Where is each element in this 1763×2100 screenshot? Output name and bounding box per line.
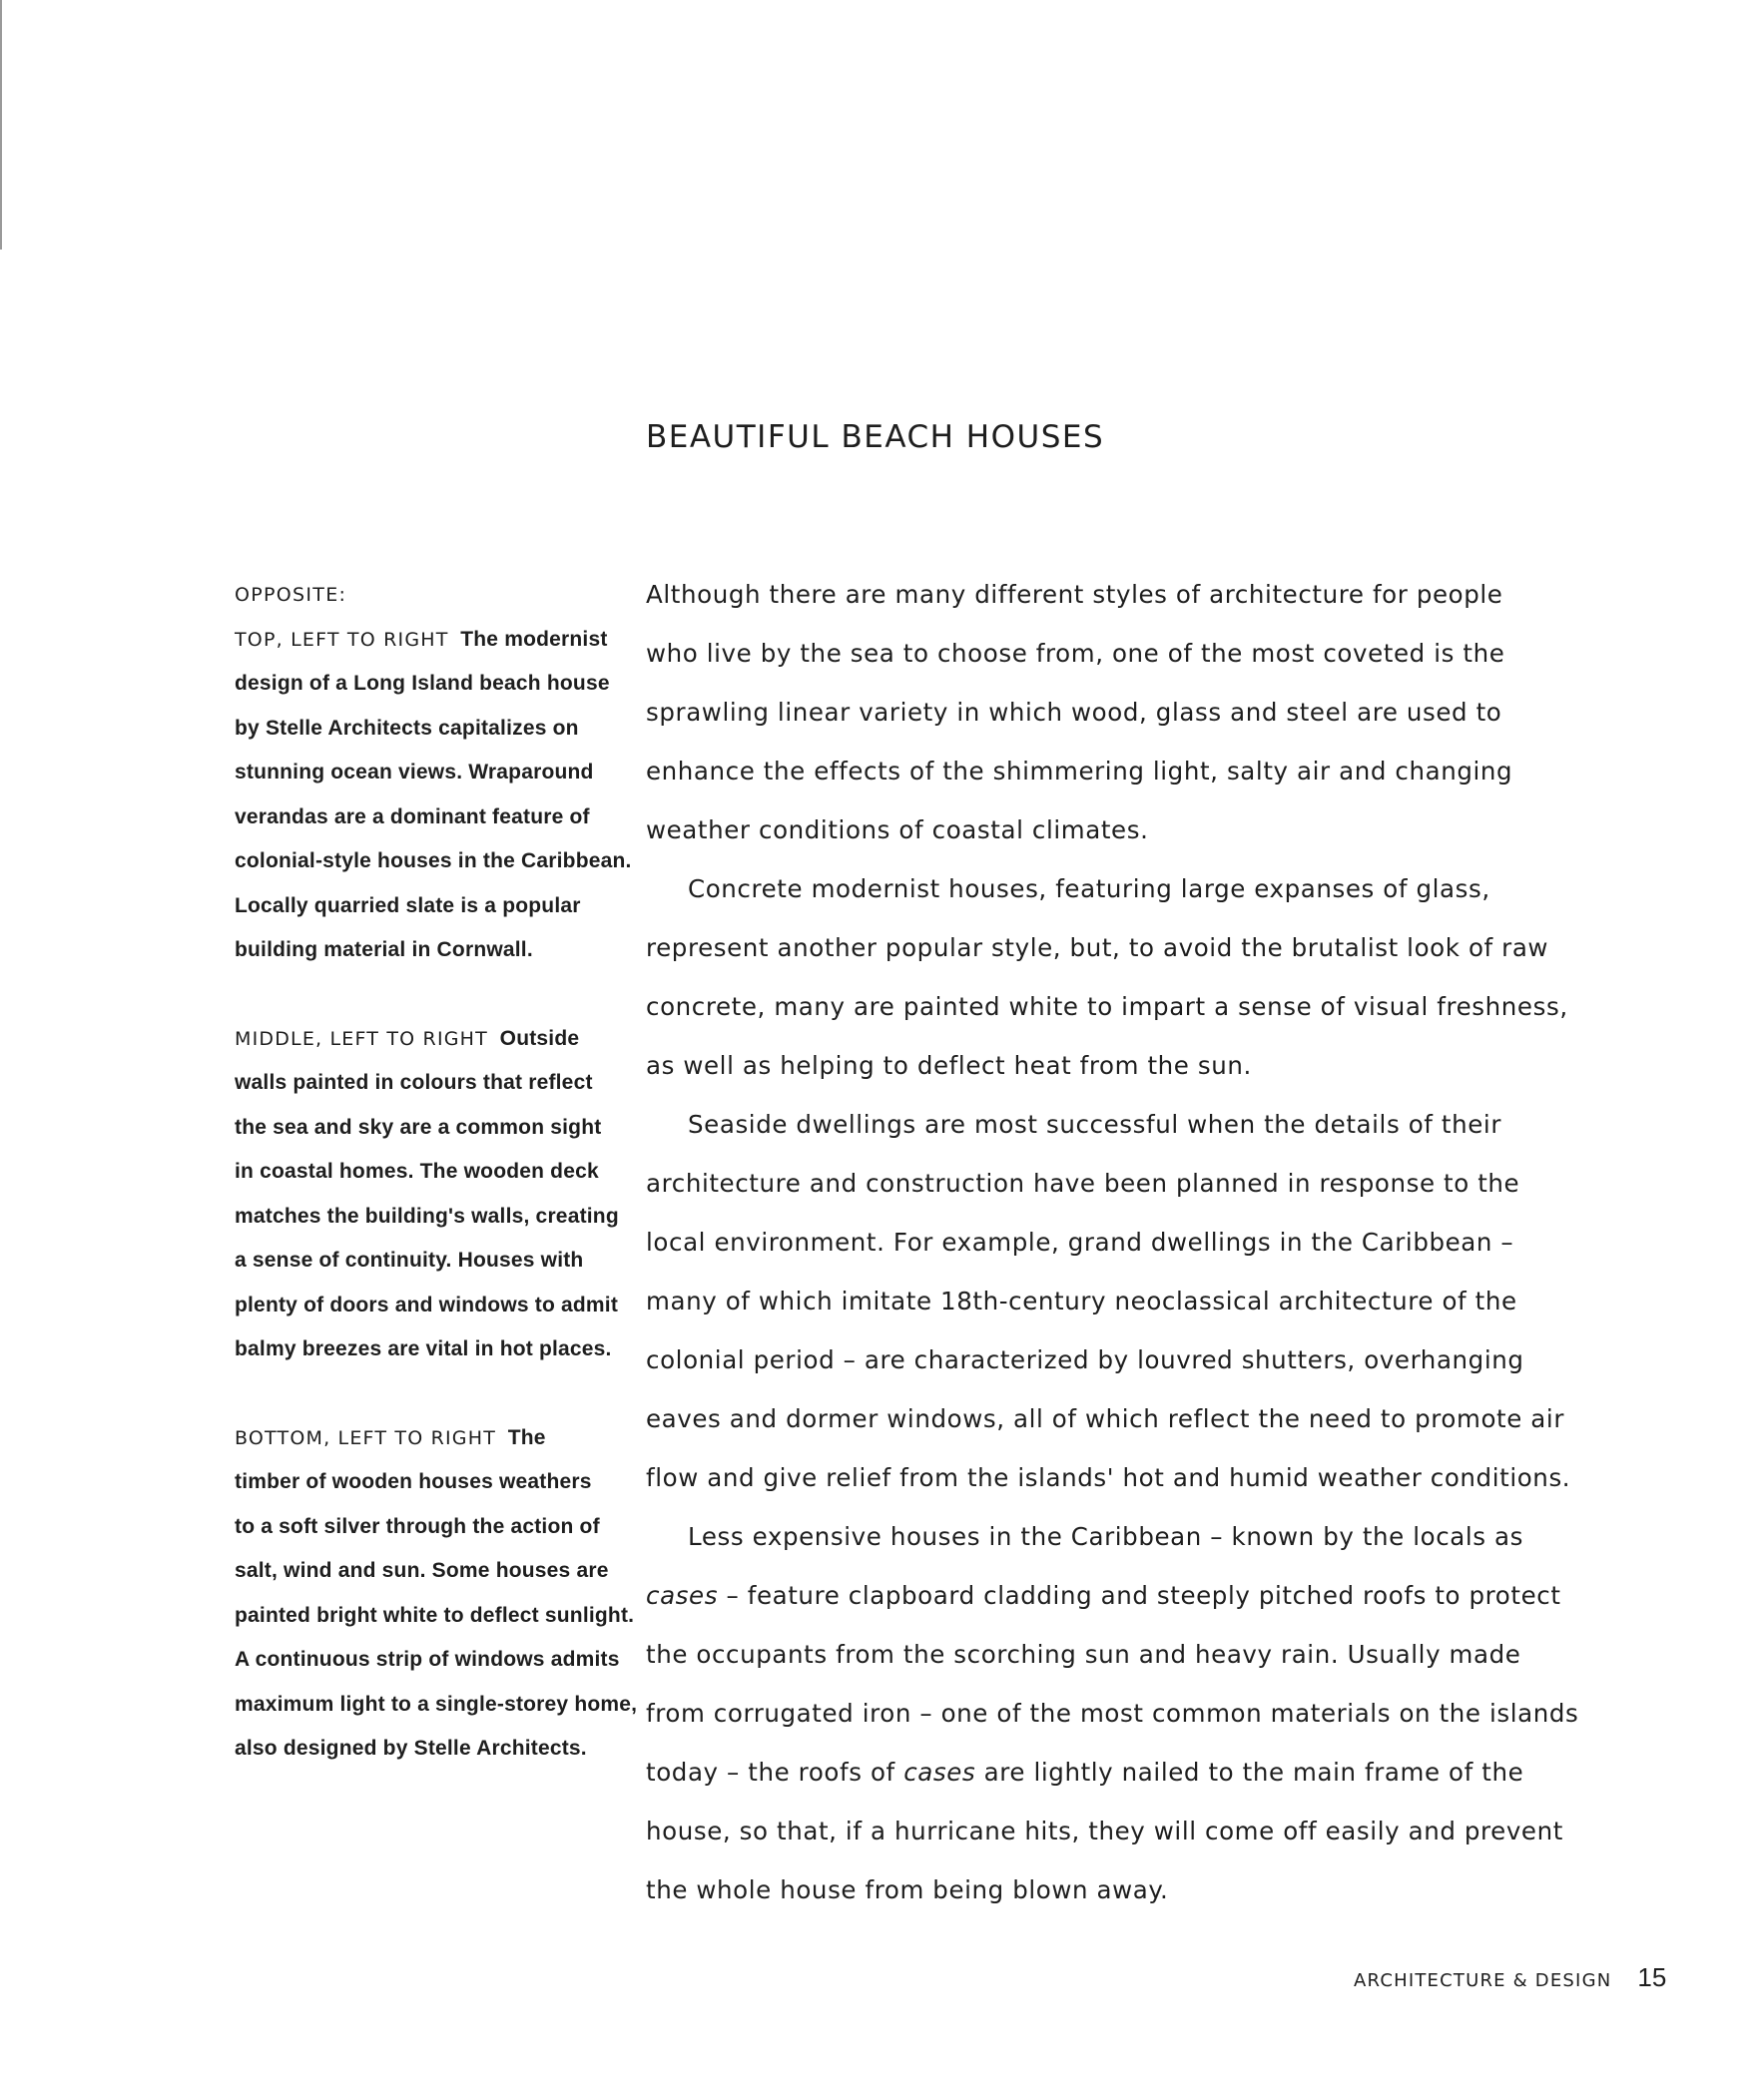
caption-position-label: TOP, LEFT TO RIGHT [235,628,449,651]
caption-line: design of a Long Island beach house [235,672,610,695]
caption-line: painted bright white to deflect sunlight. [235,1603,635,1627]
caption-line: plenty of doors and windows to admit [235,1293,619,1316]
caption-middle [235,1017,624,1372]
caption-line: also designed by Stelle Architects. [235,1737,587,1760]
text-line: who live by the sea to choose from, one of the most coveted is the [646,639,1505,668]
paragraph-3 [646,1095,1624,1507]
caption-position-label: BOTTOM, LEFT TO RIGHT [235,1426,497,1449]
text-line: Concrete modernist houses, featuring large expanses of glass, [688,874,1490,903]
text-line: local environment. For example, grand dwellings in the Caribbean – [646,1228,1514,1257]
caption-line: by Stelle Architects capitalizes on [235,716,579,740]
caption-line: the sea and sky are a common sight [235,1115,602,1139]
caption-position-label: MIDDLE, LEFT TO RIGHT [235,1027,488,1050]
caption-line: MIDDLE, LEFT TO RIGHT Outside [235,1026,580,1050]
text-line: architecture and construction have been planned in response to the [646,1169,1520,1198]
text-line: as well as helping to deflect heat from the sun. [646,1051,1252,1080]
text-line: the whole house from being blown away. [646,1875,1169,1904]
text-line: Less expensive houses in the Caribbean – known by the locals as [688,1522,1524,1551]
caption-column [235,573,638,1816]
body-text [646,565,1624,1919]
caption-bottom [235,1416,638,1772]
page-footer [1354,1962,1666,1993]
text-line: represent another popular style, but, to avoid the brutalist look of raw [646,933,1549,962]
text-line: Seaside dwellings are most successful when the details of their [688,1110,1501,1139]
text-line: enhance the effects of the shimmering light, salty air and changing [646,757,1513,786]
text-line: the occupants from the scorching sun and heavy rain. Usually made [646,1640,1521,1669]
caption-line: colonial-style houses in the Caribbean. [235,849,632,872]
text-line: flow and give relief from the islands' hot and humid weather conditions. [646,1463,1571,1492]
page-number: 15 [1637,1962,1667,1992]
caption-line: stunning ocean views. Wraparound [235,761,594,784]
caption-line: in coastal homes. The wooden deck [235,1160,599,1183]
caption-line: matches the building's walls, creating [235,1204,619,1228]
paragraph-4 [646,1507,1624,1919]
text-line: house, so that, if a hurricane hits, they will come off easily and prevent [646,1817,1563,1845]
caption-line: to a soft silver through the action of [235,1514,600,1538]
text-line: from corrugated iron – one of the most common materials on the islands [646,1699,1579,1728]
section-heading: BEAUTIFUL BEACH HOUSES [646,419,1105,455]
caption-line: A continuous strip of windows admits [235,1648,620,1671]
text-line: many of which imitate 18th-century neoclassical architecture of the [646,1287,1517,1315]
text-line: sprawling linear variety in which wood, glass and steel are used to [646,698,1502,727]
caption-line: balmy breezes are vital in hot places. [235,1337,612,1360]
page-edge [0,0,2,250]
caption-lead: OPPOSITE: [235,584,347,606]
caption-line: salt, wind and sun. Some houses are [235,1559,609,1582]
caption-line: building material in Cornwall. [235,938,533,961]
text-line: today – the roofs of cases are lightly nailed to the main frame of the [646,1758,1524,1787]
caption-line: maximum light to a single-storey home, [235,1692,638,1716]
text-line: eaves and dormer windows, all of which reflect the need to promote air [646,1404,1565,1433]
caption-line: timber of wooden houses weathers [235,1470,592,1493]
paragraph-1 [646,565,1624,859]
caption-line: walls painted in colours that reflect [235,1071,593,1094]
caption-line: Locally quarried slate is a popular [235,893,581,917]
italic-term: cases [646,1581,719,1610]
running-head: ARCHITECTURE & DESIGN [1354,1970,1612,1991]
paragraph-2 [646,859,1624,1095]
caption-top [235,573,632,973]
text-line: colonial period – are characterized by louvred shutters, overhanging [646,1345,1524,1374]
text-line: concrete, many are painted white to impart a sense of visual freshness, [646,992,1568,1021]
caption-line: TOP, LEFT TO RIGHT The modernist [235,627,608,651]
italic-term: cases [903,1758,976,1787]
text-line: weather conditions of coastal climates. [646,815,1149,844]
caption-line: verandas are a dominant feature of [235,804,590,828]
caption-line: BOTTOM, LEFT TO RIGHT The [235,1425,546,1449]
caption-line: a sense of continuity. Houses with [235,1249,584,1272]
text-line: cases – feature clapboard cladding and steeply pitched roofs to protect [646,1581,1561,1610]
text-line: Although there are many different styles of architecture for people [646,580,1503,609]
